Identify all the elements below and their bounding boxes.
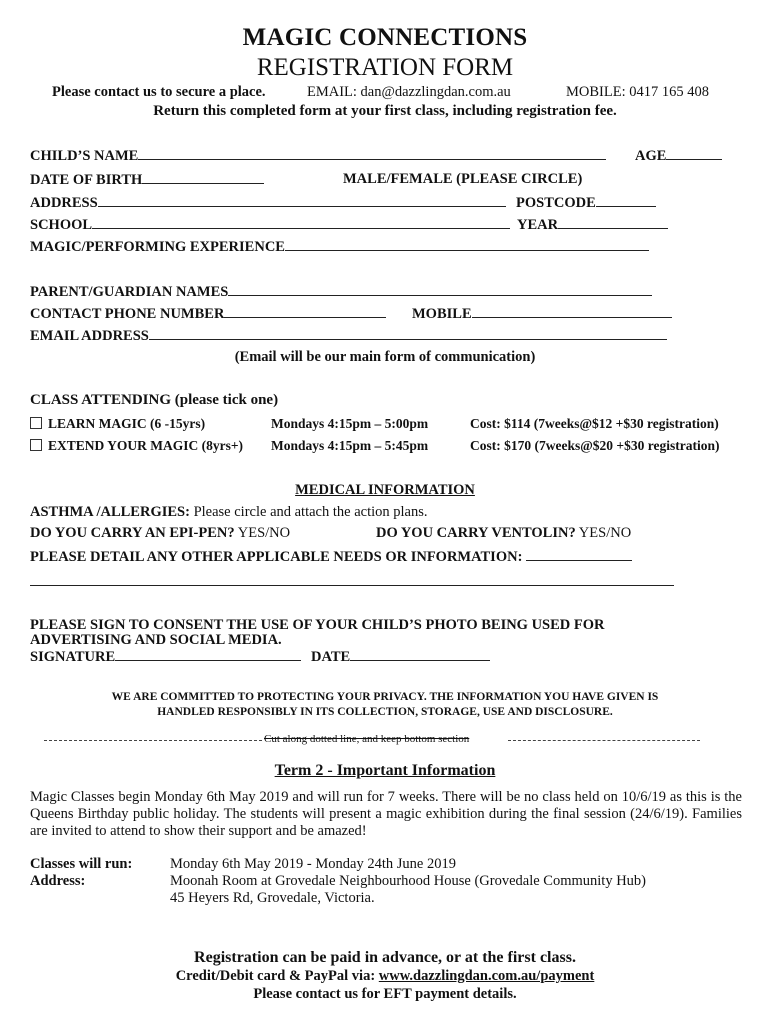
class-heading: CLASS ATTENDING (please tick one) [30,392,279,408]
consent-line2: ADVERTISING AND SOCIAL MEDIA. [30,632,282,648]
age-label: AGE [635,148,667,164]
classes-run-label: Classes will run: [30,856,133,872]
epipen-label: DO YOU CARRY AN EPI-PEN? [30,525,235,541]
address-label-term: Address: [30,873,86,889]
class-name: LEARN MAGIC (6 -15yrs) [48,416,206,431]
contact-email: EMAIL: dan@dazzlingdan.com.au [307,84,511,100]
ventolin-label: DO YOU CARRY VENTOLIN? [376,525,576,541]
parent-names-field[interactable] [30,283,652,301]
payment-link[interactable]: www.dazzlingdan.com.au/payment [378,968,595,984]
checkbox-icon[interactable] [30,417,42,429]
parent-names-line[interactable] [228,283,652,296]
date-label: DATE [311,649,351,665]
parent-names-label: PARENT/GUARDIAN NAMES [30,284,229,300]
address-line2: 45 Heyers Rd, Grovedale, Victoria. [170,890,375,906]
term-heading: Term 2 - Important Information [274,762,496,779]
checkbox-icon[interactable] [30,439,42,451]
asthma-label: ASTHMA /ALLERGIES: [30,504,190,520]
mobile-line[interactable] [472,305,672,318]
other-needs-field[interactable] [30,548,632,566]
class-name: EXTEND YOUR MAGIC (8yrs+) [48,438,244,453]
email-label: EMAIL ADDRESS [30,328,149,344]
payment-line1: Registration can be paid in advance, or at the first class. [194,949,576,966]
other-needs-label: PLEASE DETAIL ANY OTHER APPLICABLE NEEDS OR INFORMATION: [30,549,523,565]
address-field[interactable] [30,194,506,212]
classes-run-value: Monday 6th May 2019 - Monday 24th June 2019 [170,856,456,872]
signature-line[interactable] [115,648,301,661]
postcode-line[interactable] [596,194,656,207]
year-field[interactable] [517,216,668,234]
cut-dotted-line-left [44,740,262,741]
contact-prompt: Please contact us to secure a place. [52,84,266,100]
class-time: Mondays 4:15pm – 5:00pm [271,416,429,431]
form-subtitle: REGISTRATION FORM [256,54,514,81]
childs-name-label: CHILD’S NAME [30,148,139,164]
other-needs-extra-line[interactable] [30,573,674,586]
contact-mobile: MOBILE: 0417 165 408 [566,84,709,100]
date-field[interactable] [311,648,490,666]
class-option-extend[interactable] [30,438,243,454]
class-option-learn[interactable] [30,416,205,432]
postcode-field[interactable] [516,194,656,212]
address-line1: Moonah Room at Grovedale Neighbourhood House (Grovedale Community Hub) [170,873,646,889]
medical-heading: MEDICAL INFORMATION [295,482,475,498]
age-line[interactable] [666,147,722,160]
school-label: SCHOOL [30,217,93,233]
cut-line-text: Cut along dotted line, and keep bottom section [264,733,470,745]
epipen-options[interactable]: YES/NO [237,525,291,541]
age-field[interactable] [635,147,722,165]
payment-prefix: Credit/Debit card & PayPal via: [175,968,376,984]
signature-label: SIGNATURE [30,649,116,665]
experience-label: MAGIC/PERFORMING EXPERIENCE [30,239,285,255]
school-line[interactable] [92,216,510,229]
dob-label: DATE OF BIRTH [30,172,143,188]
postcode-label: POSTCODE [516,195,596,211]
experience-field[interactable] [30,238,649,256]
signature-field[interactable] [30,648,301,666]
email-field[interactable] [30,327,667,345]
asthma-row [30,504,428,521]
term-paragraph: Magic Classes begin Monday 6th May 2019 and will run for 7 weeks. There will be no class held on 10/6/19 as this is the Queens Birthday public holiday. The students will present a magic exhibition during the final session (24/6/19). Families are invited to attend to show their support and be amazed! [30,789,742,839]
mobile-label: MOBILE [412,306,472,322]
childs-name-line[interactable] [138,147,606,160]
class-cost: Cost: $114 (7weeks@$12 +$30 registration) [470,416,719,431]
ventolin-options[interactable]: YES/NO [578,525,632,541]
payment-line3: Please contact us for EFT payment details. [253,986,517,1002]
consent-line1: PLEASE SIGN TO CONSENT THE USE OF YOUR CHILD’S PHOTO BEING USED FOR [30,617,605,633]
form-title: MAGIC CONNECTIONS [242,24,528,51]
childs-name-field[interactable] [30,147,606,165]
year-line[interactable] [558,216,668,229]
asthma-note: Please circle and attach the action plans. [193,504,428,520]
privacy-line1: WE ARE COMMITTED TO PROTECTING YOUR PRIVACY. THE INFORMATION YOU HAVE GIVEN IS [111,691,659,703]
class-cost: Cost: $170 (7weeks@$20 +$30 registration) [470,438,720,453]
ventolin-row[interactable] [376,525,631,542]
phone-line[interactable] [224,305,386,318]
epipen-row[interactable] [30,525,290,542]
address-line[interactable] [98,194,506,207]
return-note: Return this completed form at your first class, including registration fee. [153,103,617,119]
mobile-field[interactable] [412,305,672,323]
gender-label[interactable]: MALE/FEMALE (PLEASE CIRCLE) [343,171,583,187]
school-field[interactable] [30,216,510,234]
phone-label: CONTACT PHONE NUMBER [30,306,225,322]
date-line[interactable] [350,648,490,661]
address-label: ADDRESS [30,195,98,211]
email-line[interactable] [149,327,667,340]
payment-line2 [0,968,770,985]
phone-field[interactable] [30,305,386,323]
year-label: YEAR [517,217,559,233]
cut-dotted-line-right [508,740,700,741]
experience-line[interactable] [285,238,649,251]
email-note: (Email will be our main form of communication) [234,349,536,365]
privacy-line2: HANDLED RESPONSIBLY IN ITS COLLECTION, STORAGE, USE AND DISCLOSURE. [157,706,613,718]
class-time: Mondays 4:15pm – 5:45pm [271,438,429,453]
other-needs-line[interactable] [526,548,632,561]
dob-field[interactable] [30,171,264,189]
dob-line[interactable] [142,171,264,184]
